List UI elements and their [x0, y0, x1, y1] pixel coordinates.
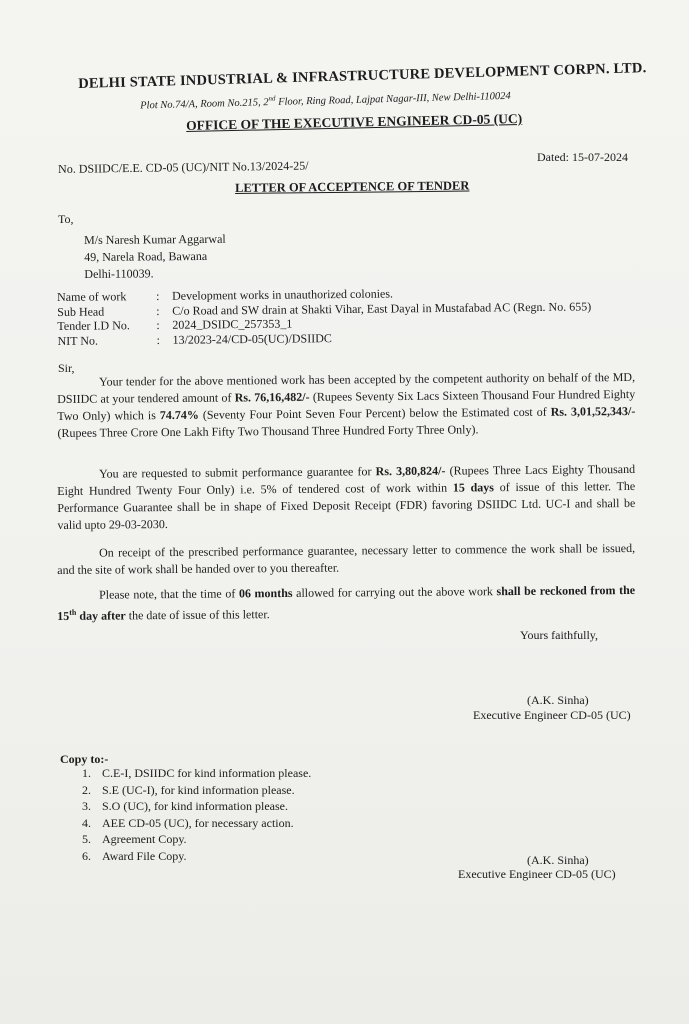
addressee-line: M/s Naresh Kumar Aggarwal: [84, 231, 226, 247]
detail-value: C/o Road and SW drain at Shakti Vihar, East Dayal in Mustafabad AC (Regn. No. 655): [172, 298, 592, 318]
addressee-line: 49, Narela Road, Bawana: [84, 248, 208, 264]
list-item: 1. C.E-I, DSIIDC for kind information please.: [82, 766, 312, 780]
list-item: 2. S.E (UC-I), for kind information please.: [82, 782, 295, 797]
list-item: 4. AEE CD-05 (UC), for necessary action.: [82, 815, 294, 830]
copy-signatory-designation: Executive Engineer CD-05 (UC): [458, 867, 616, 881]
copy-to-list: [82, 765, 311, 864]
paragraph-acceptance: Your tender for the above mentioned work has been accepted by the competent authority on behalf of the MD, DSIIDC at your tendered amount of Rs. 76,16,482/- (Rupees Seventy Six Lacs Sixteen Thousand Four Hundred Eighty Two Only) which is 74.74% (Seventy Four Point Seven Four Percent) below the Estimated cost of Rs. 3,01,52,343/- (Rupees Three Crore One Lakh Fifty Two Thousand Three Hundred Forty Three Only).: [57, 369, 636, 440]
detail-value: 2024_DSIDC_257353_1: [172, 316, 293, 332]
detail-label: Tender I.D No.: [57, 318, 130, 333]
detail-label: Sub Head: [57, 304, 105, 319]
office-title: OFFICE OF THE EXECUTIVE ENGINEER CD-05 (UC): [186, 110, 523, 133]
detail-value: Development works in unauthorized colonies.: [171, 286, 394, 303]
detail-label: Name of work: [57, 289, 127, 304]
work-details: [57, 286, 592, 348]
to-label: To,: [58, 212, 74, 226]
signatory-name: (A.K. Sinha): [527, 693, 589, 707]
letter-title: LETTER OF ACCEPTENCE OF TENDER: [235, 178, 470, 195]
paragraph-commencement: On receipt of the prescribed performance guarantee, necessary letter to commence the work shall be issued, and the site of work shall be handed over to you thereafter.: [57, 540, 636, 577]
organization-name: DELHI STATE INDUSTRIAL & INFRASTRUCTURE DEVELOPMENT CORPN. LTD.: [78, 60, 647, 92]
list-item: 5. Agreement Copy.: [82, 832, 187, 846]
reference-number: No. DSIIDC/E.E. CD-05 (UC)/NIT No.13/2024-25/: [58, 158, 309, 176]
signatory-designation: Executive Engineer CD-05 (UC): [473, 708, 631, 722]
organization-address: Plot No.74/A, Room No.215, 2nd Floor, Ring Road, Lajpat Nagar-III, New Delhi-110024: [140, 90, 511, 112]
salutation: Sir,: [58, 361, 75, 375]
detail-label: NIT No.: [57, 333, 99, 348]
letter-date: Dated: 15-07-2024: [537, 150, 628, 164]
detail-value: 13/2023-24/CD-05(UC)/DSIIDC: [172, 330, 332, 347]
list-item: 6. Award File Copy.: [82, 848, 187, 863]
paragraph-performance-guarantee: You are requested to submit performance guarantee for Rs. 3,80,824/- (Rupees Three Lacs Eighty Thousand Eight Hundred Twenty Four Only) i.e. 5% of tendered cost of work within 15 days of issue of this letter. The Performance Guarantee shall be in shape of Fixed Deposit Receipt (FDR) favoring DSIIDC Ltd. UC-I and shall be valid upto 29-03-2030.: [57, 461, 636, 532]
closing: Yours faithfully,: [520, 628, 599, 642]
list-item: 3. S.O (UC), for kind information please.: [82, 799, 288, 813]
addressee-block: [84, 231, 226, 283]
paragraph-time-period: Please note, that the time of 06 months allowed for carrying out the above work shall be reckoned from the 15th day after the date of issue of this letter.: [57, 582, 636, 623]
copy-to-heading: Copy to:-: [60, 752, 109, 766]
copy-signatory-name: (A.K. Sinha): [527, 853, 589, 867]
addressee-line: Delhi-110039.: [84, 266, 154, 281]
